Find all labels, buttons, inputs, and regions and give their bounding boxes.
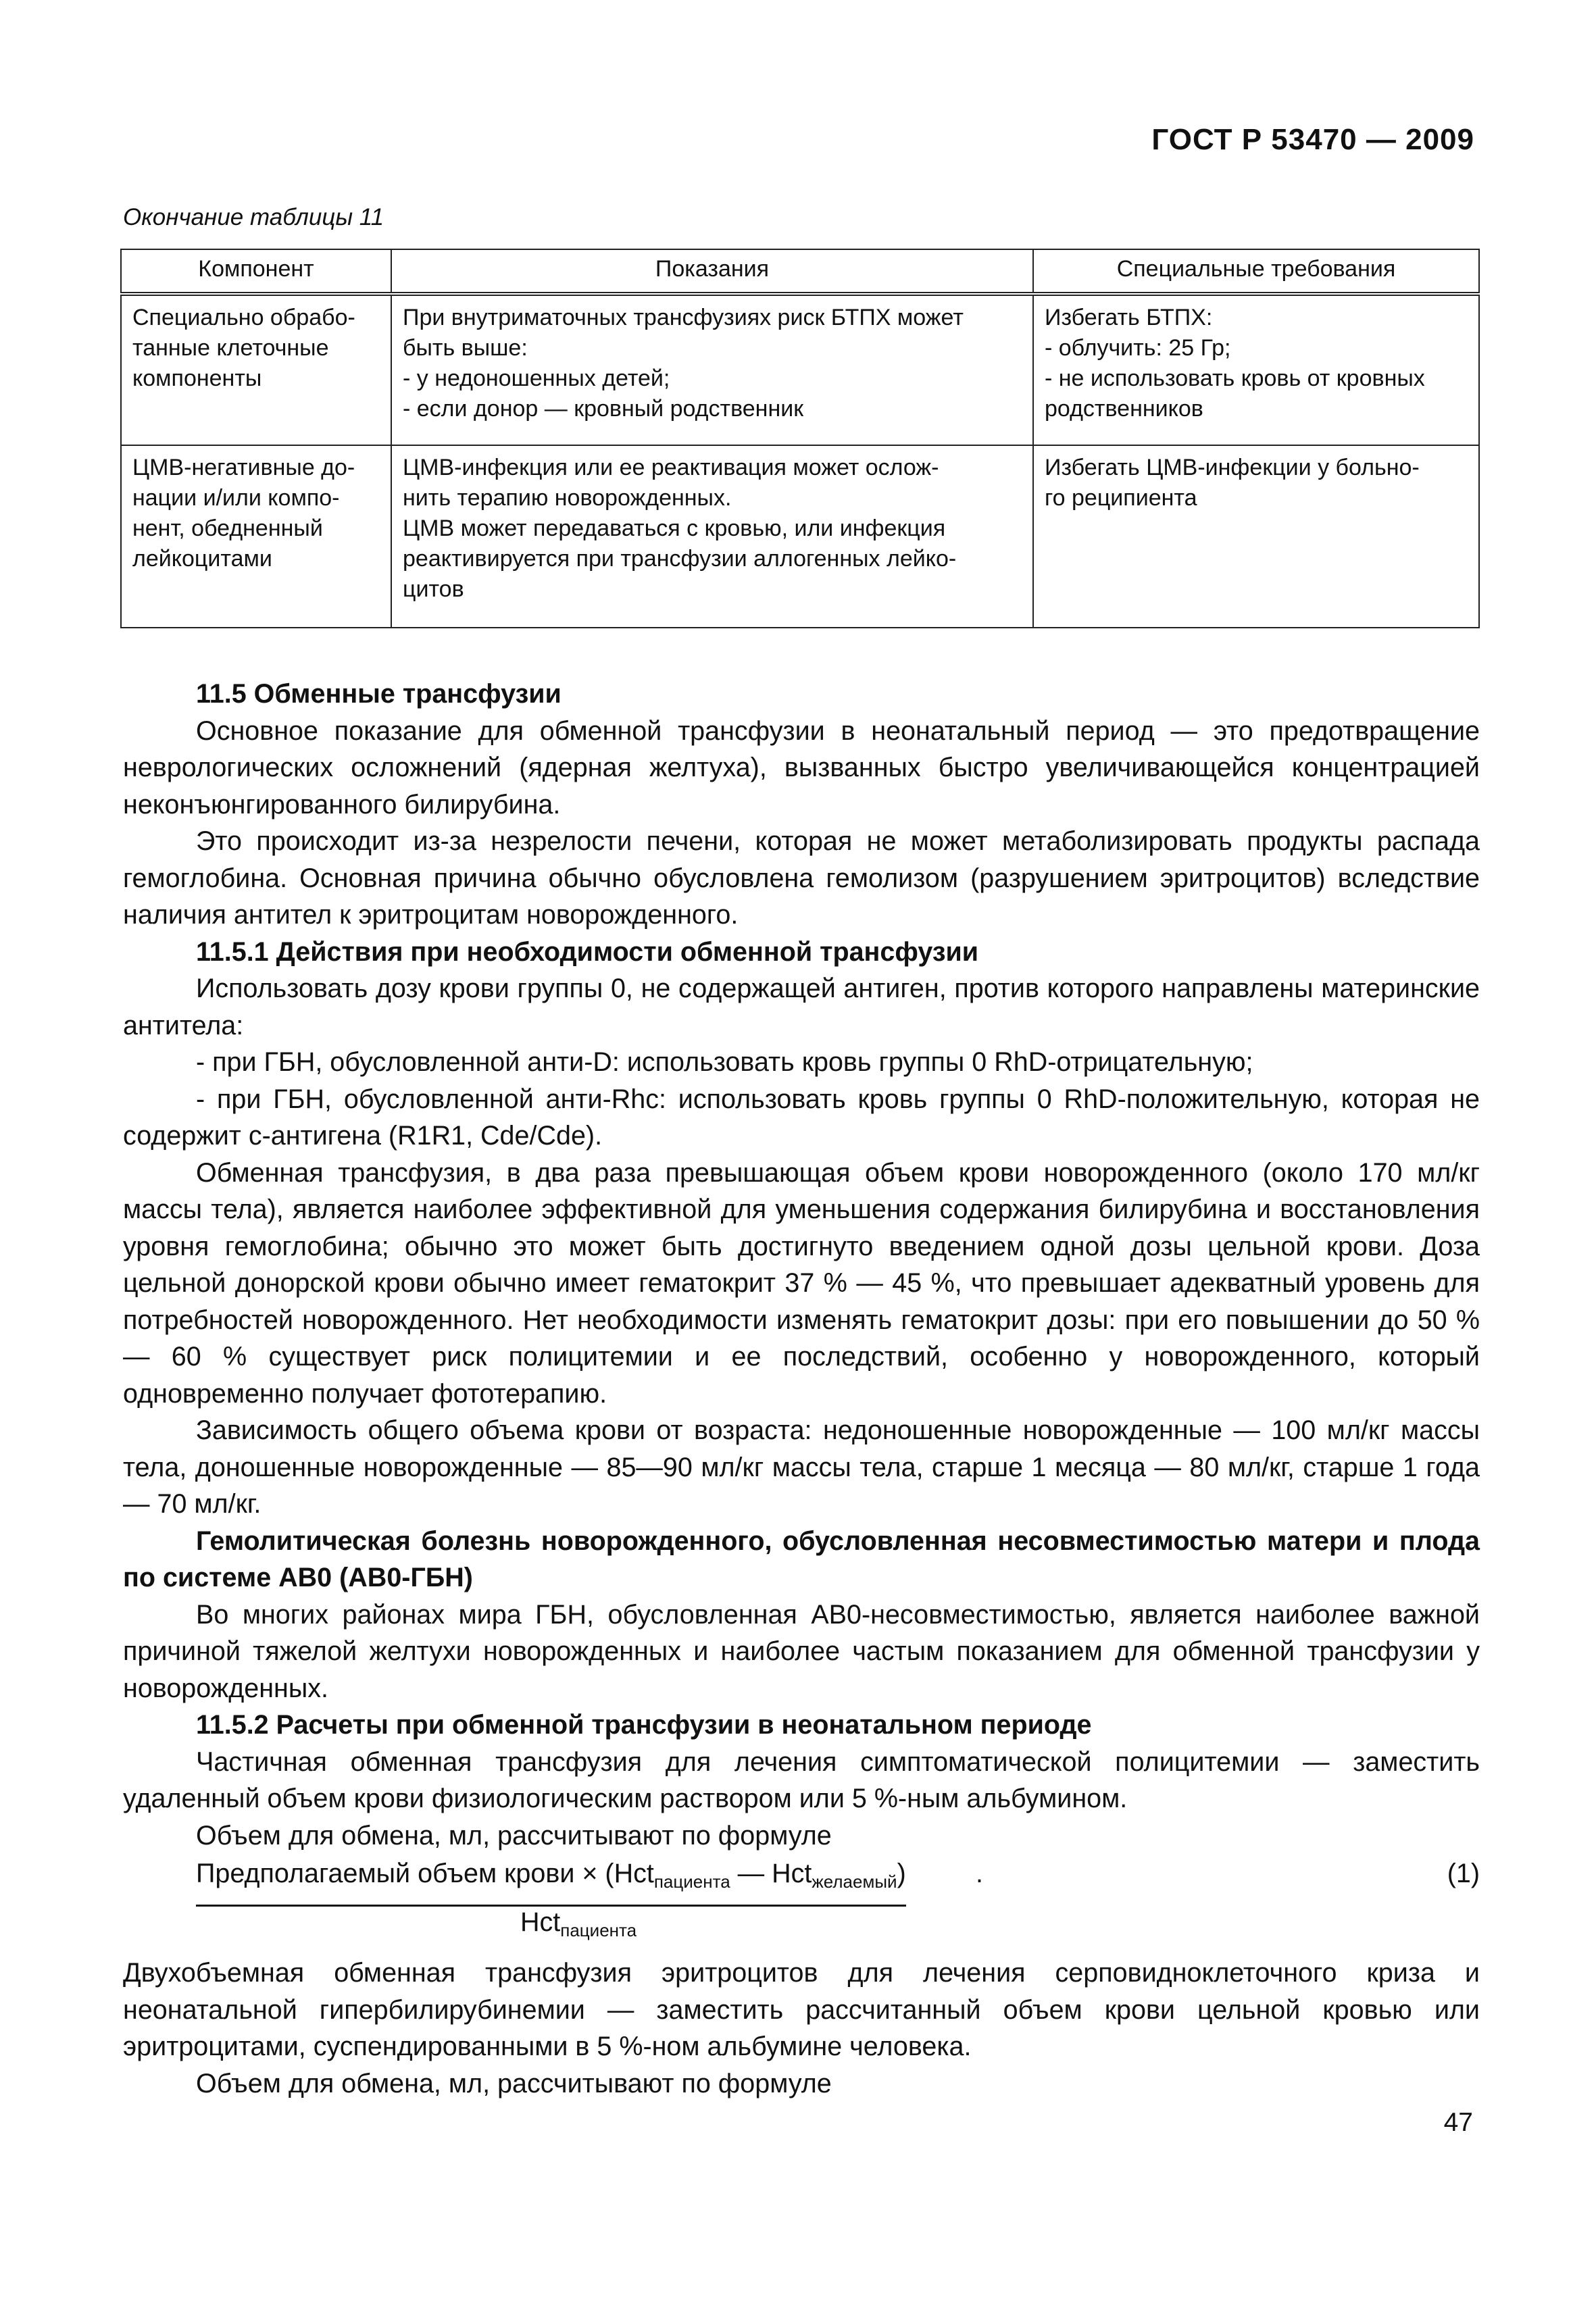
table-row: [121, 294, 1479, 445]
cell-line: ЦМВ-негативные до-: [132, 455, 355, 480]
cell-line: - облучить: 25 Гр;: [1045, 335, 1231, 361]
cell-line: нить терапию новорожденных.: [403, 485, 732, 511]
paragraph: Использовать дозу крови группы 0, не содержащей антиген, против которого направлены материнские антитела:: [123, 974, 1480, 1040]
cell-requirements: [1033, 445, 1479, 628]
cell-line: При внутриматочных трансфузиях риск БТПХ может: [403, 305, 964, 330]
formula-dot: .: [976, 1859, 983, 1888]
formula-1: [123, 1855, 1480, 1946]
formula-denominator: [520, 1904, 637, 1949]
formula-text: — Hct: [730, 1859, 812, 1888]
cell-line: - если донор — кровный родственник: [403, 396, 804, 422]
cell-line: нент, обедненный: [132, 515, 323, 541]
cell-line: ЦМВ может передаваться с кровью, или инфекция: [403, 515, 946, 541]
cell-line: ЦМВ-инфекция или ее реактивация может ослож-: [403, 455, 939, 480]
cell-requirements: [1033, 294, 1479, 445]
cell-line: Избегать БТПХ:: [1045, 305, 1213, 330]
cell-line: компоненты: [132, 366, 262, 391]
paragraph: - при ГБН, обусловленной анти-D: использовать кровь группы 0 RhD-отрицательную;: [196, 1047, 1253, 1077]
formula-text: ): [897, 1859, 906, 1888]
formula-text: Предполагаемый объем крови × (Hct: [196, 1859, 654, 1888]
body-text: [123, 676, 1480, 2102]
cell-line: го реципиента: [1045, 485, 1197, 511]
cell-line: лейкоцитами: [132, 546, 272, 572]
formula-subscript: желаемый: [812, 1871, 897, 1892]
cell-line: Избегать ЦМВ-инфекции у больно-: [1045, 455, 1420, 480]
column-header-component: Компонент: [121, 249, 391, 294]
cell-line: родственников: [1045, 396, 1203, 422]
table-row: [121, 445, 1479, 628]
cell-line: - не использовать кровь от кровных: [1045, 366, 1425, 391]
cell-line: быть выше:: [403, 335, 528, 361]
subsection-heading: 11.5.1 Действия при необходимости обменной трансфузии: [196, 936, 979, 967]
paragraph: - при ГБН, обусловленной анти-Rhc: использовать кровь группы 0 RhD-положительную, которая не содержит с-антигена (R1R1, Cde/Cde).: [123, 1084, 1480, 1151]
column-header-requirements: Специальные требования: [1033, 249, 1479, 294]
paragraph: Объем для обмена, мл, рассчитывают по формуле: [196, 1820, 832, 1851]
cell-component: [121, 294, 391, 445]
subsection-heading: 11.5.2 Расчеты при обменной трансфузии в неонатальном периоде: [196, 1710, 1092, 1740]
paragraph: Обменная трансфузия, в два раза превышающая объем крови новорожденного (около 170 мл/кг массы тела), является наиболее эффективной для уменьшения содержания билирубина и восстановления уровня гемоглобина; обычно это может быть достигнуто введением одной дозы цельной крови. Доза цельной донорской крови обычно имеет гематокрит 37 % — 45 %, что превышает адекватный уровень для потребностей новорожденного. Нет необходимости изменять гематокрит дозы: при его повышении до 50 % — 60 % существует риск полицитемии и ее последствий, особенно у новорожденного, который одновременно получает фототерапию.: [123, 1157, 1480, 1409]
components-table: [120, 249, 1480, 628]
cell-component: [121, 445, 391, 628]
document-header: ГОСТ Р 53470 — 2009: [1151, 123, 1474, 156]
cell-indications: [391, 294, 1033, 445]
paragraph: Основное показание для обменной трансфузии в неонатальный период — это предотвращение неврологических осложнений (ядерная желтуха), вызванных быстро увеличивающейся концентрацией неконъюнгированного билирубина.: [123, 715, 1480, 820]
page-number: 47: [1443, 2108, 1473, 2137]
cell-line: танные клеточные: [132, 335, 329, 361]
table-caption: Окончание таблицы 11: [123, 204, 384, 230]
formula-subscript: пациента: [653, 1871, 730, 1892]
formula-numerator: [196, 1855, 906, 1907]
column-header-indications: Показания: [391, 249, 1033, 294]
paragraph: Объем для обмена, мл, рассчитывают по формуле: [196, 2068, 832, 2098]
cell-line: цитов: [403, 576, 464, 602]
formula-number: (1): [1447, 1859, 1480, 1888]
section-heading: 11.5 Обменные трансфузии: [196, 679, 562, 709]
cell-line: - у недоношенных детей;: [403, 366, 670, 391]
table-header-row: [121, 249, 1479, 294]
cell-line: нации и/или компо-: [132, 485, 340, 511]
paragraph: Зависимость общего объема крови от возраста: недоношенные новорожденные — 100 мл/кг массы тела, доношенные новорожденные — 85—90 мл/кг массы тела, старше 1 месяца — 80 мл/кг, старше 1 года — 70 мл/кг.: [123, 1415, 1480, 1519]
table-container: [120, 249, 1478, 628]
paragraph: Частичная обменная трансфузия для лечения симптоматической полицитемии — заместить удаленный объем крови физиологическим раствором или 5 %-ным альбумином.: [123, 1746, 1480, 1813]
paragraph: Двухобъемная обменная трансфузия эритроцитов для лечения серповидноклеточного криза и неонатальной гипербилирубинемии — заместить рассчитанный объем крови цельной кровью или эритроцитами, суспендированными в 5 %-ном альбумине человека.: [123, 1958, 1480, 2061]
paragraph: Это происходит из-за незрелости печени, которая не может метаболизировать продукты распада гемоглобина. Основная причина обычно обусловлена гемолизом (разрушением эритроцитов) вследствие наличия антител к эритроцитам новорожденного.: [123, 826, 1480, 930]
formula-subscript: пациента: [560, 1920, 637, 1940]
cell-line: реактивируется при трансфузии аллогенных лейко-: [403, 546, 957, 572]
formula-text: Hct: [520, 1907, 561, 1937]
cell-indications: [391, 445, 1033, 628]
abo-heading: Гемолитическая болезнь новорожденного, обусловленная несовместимостью матери и плода по системе АВ0 (АВ0-ГБН): [123, 1526, 1480, 1592]
cell-line: Специально обрабо-: [132, 305, 355, 330]
paragraph: Во многих районах мира ГБН, обусловленная АВ0-несовместимостью, является наиболее важной причиной тяжелой желтухи новорожденных и наиболее частым показанием для обменной трансфузии у новорожденных.: [123, 1599, 1480, 1703]
